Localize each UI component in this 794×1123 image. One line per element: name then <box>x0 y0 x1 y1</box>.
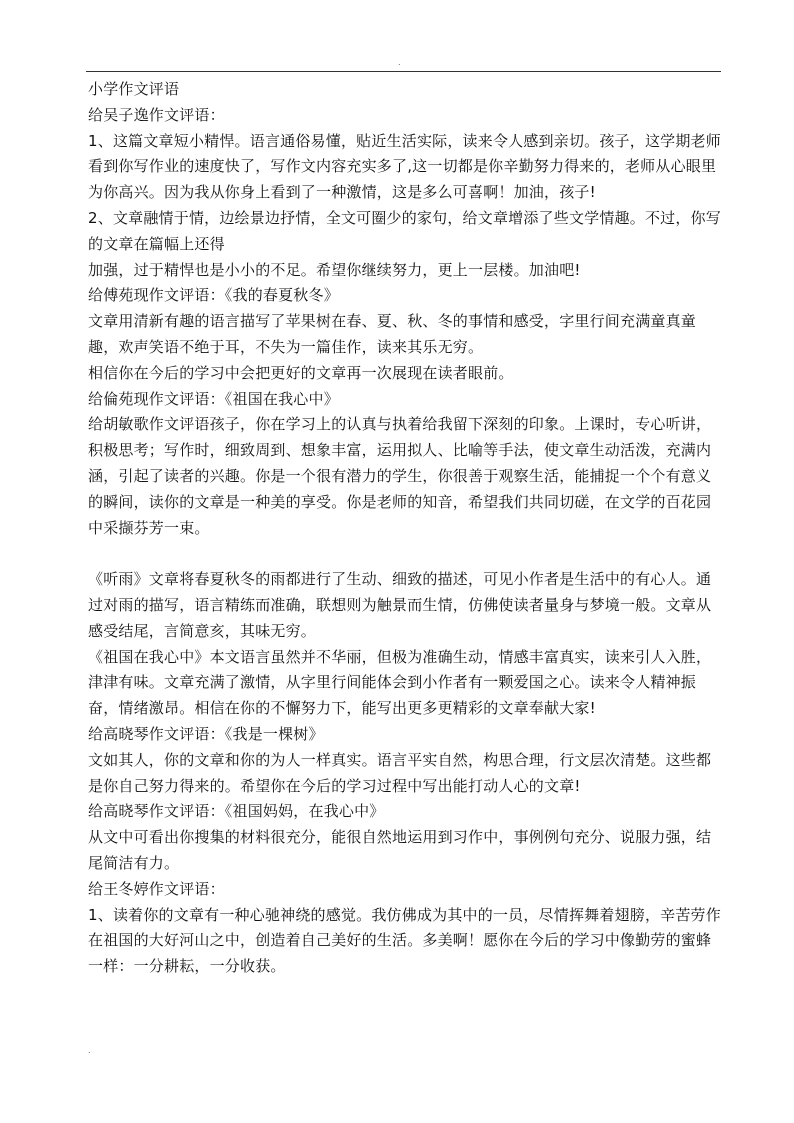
footer-mark: . <box>88 1046 91 1055</box>
comment-heading: 给王冬婷作文评语： <box>88 879 225 898</box>
comment-paragraph: 2、文章融情于情，边绘景边抒情，全文可圈少的家句，给文章增添了些文学情趣。不过，你写的文章在篇幅上还得 <box>88 208 721 253</box>
comment-paragraph: 给胡敏歌作文评语孩子，你在学习上的认真与执着给我留下深刻的印象。上课时，专心听讲，积极思考；写作时，细致周到、想象丰富，运用拟人、比喻等手法，使文章生动活泼，充满内涵，引起了读者的兴趣。你是一个很有潜力的学生，你很善于观察生活，能捕捉一个个有意义的瞬间，读你的文章是一种美的享受。你是老师的知音，希望我们共同切磋，在文学的百花园中采撷芬芳一束。 <box>88 415 712 537</box>
comment-heading: 给倫苑现作文评语：《祖国在我心中》 <box>88 389 339 408</box>
comment-heading: 给傅苑现作文评语：《我的春夏秋冬》 <box>88 286 339 305</box>
header-mark: . <box>398 58 401 67</box>
comment-paragraph: 文章用清新有趣的语言描写了苹果树在春、夏、秋、冬的事情和感受，字里行间充满童真童趣，欢声笑语不绝于耳，不失为一篇佳作，读来其乐无穷。 <box>88 312 697 356</box>
comment-paragraph: 《听雨》文章将春夏秋冬的雨都进行了生动、细致的描述，可见小作者是生活中的有心人。通过对雨的描写，语言精练而准确，联想则为触景而生情，仿佛使读者量身与梦境一般。文章从感受结尾，言简意亥，其味无穷。 <box>88 570 712 640</box>
comment-paragraph: 文如其人，你的文章和你的为人一样真实。语言平实自然，构思合理，行文层次清楚。这些都是你自己努力得来的。希望你在今后的学习过程中写出能打动人心的文章! <box>88 750 712 795</box>
comment-paragraph: 从文中可看出你搜集的材料很充分，能很自然地运用到习作中，事例例句充分、说服力强，结尾简洁有力。 <box>88 828 712 872</box>
document-title: 小学作文评语 <box>88 80 180 98</box>
document-body <box>88 77 722 980</box>
comment-paragraph: 1、读着你的文章有一种心驰神绕的感觉。我仿佛成为其中的一员，尽情挥舞着翅膀，辛苦劳作在祖国的大好河山之中，创造着自己美好的生活。多美啊！愿你在今后的学习中像勤劳的蜜蜂一样：一分耕耘，一分收获。 <box>88 905 721 976</box>
comment-heading: 给吴子逸作文评语： <box>88 105 225 124</box>
comment-paragraph: 《祖国在我心中》本文语言虽然并不华丽，但极为准确生动，情感丰富真实，读来引人入胜，津津有味。文章充满了激情，从字里行间能体会到小作者有一颗爱国之心。读来令人精神振奋，情绪激昂。相信在你的不懈努力下，能写出更多更精彩的文章奉献大家! <box>88 647 712 718</box>
comment-paragraph: 加强，过于精悍也是小小的不足。希望你继续努力，更上一层楼。加油吧! <box>88 260 581 279</box>
comment-paragraph: 1、这篇文章短小精悍。语言通俗易懂，贴近生活实际，读来令人感到亲切。孩子，这学期老师看到你写作业的速度快了，写作文内容充实多了,这一切都是你辛勤努力得来的，老师从心眼里为你高兴。因为我从你身上看到了一种激情，这是多么可喜啊！加油，孩子! <box>88 131 721 202</box>
comment-heading: 给高晓琴作文评语：《我是一棵树》 <box>88 724 324 743</box>
comment-paragraph: 相信你在今后的学习中会把更好的文章再一次展现在读者眼前。 <box>88 363 514 382</box>
blank-line <box>88 541 722 567</box>
header-rule <box>86 71 721 72</box>
comment-heading: 给高晓琴作文评语：《祖国妈妈，在我心中》 <box>88 802 385 821</box>
